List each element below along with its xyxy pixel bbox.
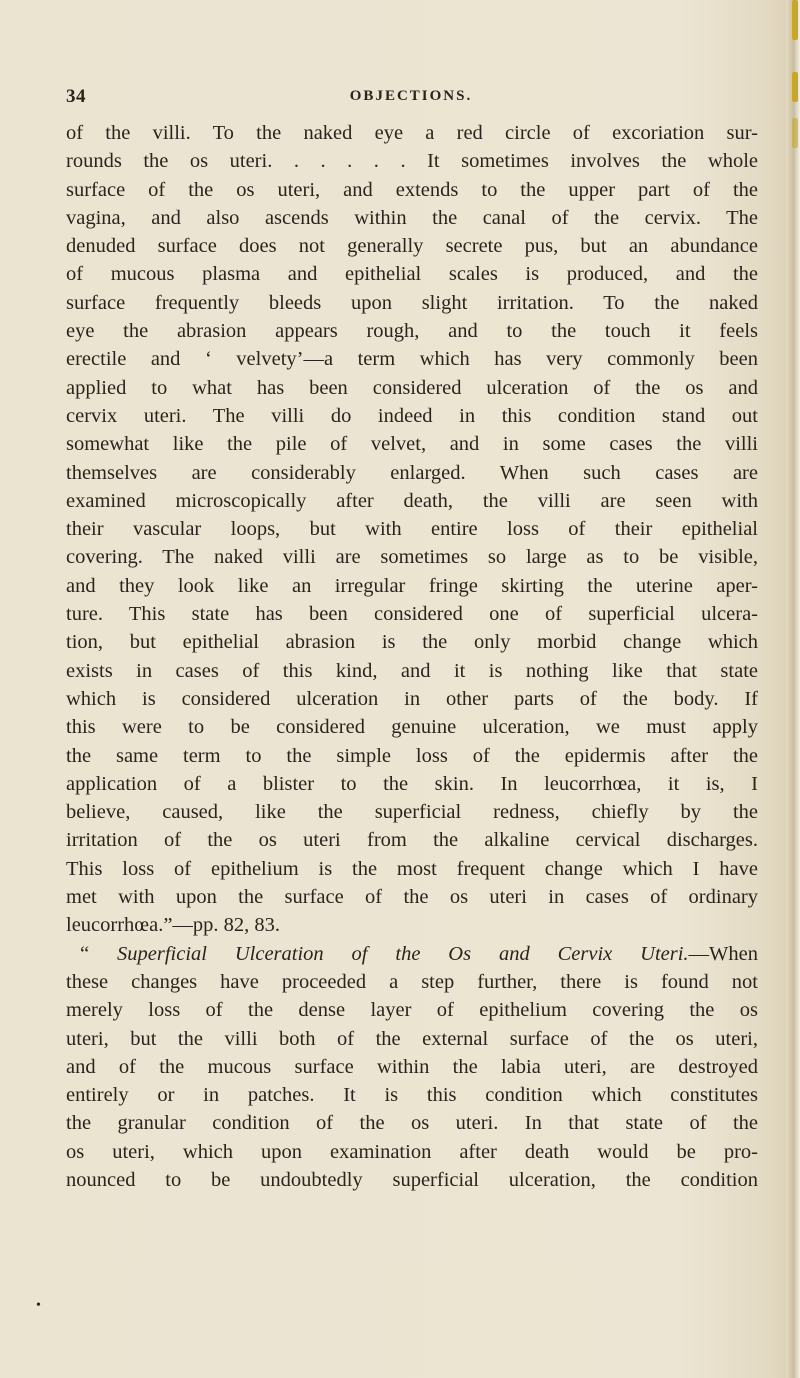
- text-line: application of a blister to the skin. In leucorrhœa, it is, I: [66, 772, 758, 795]
- text-line: uteri, but the villi both of the external surface of the os uteri,: [66, 1027, 758, 1050]
- text-line: and of the mucous surface within the labia uteri, are destroyed: [66, 1055, 758, 1078]
- text-line: os uteri, which upon examination after death would be pro-: [66, 1140, 758, 1163]
- text-line: entirely or in patches. It is this condition which constitutes: [66, 1084, 758, 1107]
- page-number: 34: [66, 86, 86, 107]
- text-line: irritation of the os uteri from the alkaline cervical discharges.: [66, 829, 758, 852]
- text-line: tion, but epithelial abrasion is the only morbid change which: [66, 631, 758, 654]
- text-line: met with upon the surface of the os uteri in cases of ordinary: [66, 886, 758, 909]
- text-line: and they look like an irregular fringe skirting the uterine aper-: [66, 574, 758, 597]
- section-heading-tail: —When: [688, 942, 758, 965]
- text-line: examined microscopically after death, the villi are seen with: [66, 489, 758, 512]
- text-line: This loss of epithelium is the most frequent change which I have: [66, 857, 758, 880]
- text-line: ture. This state has been considered one of superficial ulcera-: [66, 603, 758, 626]
- running-title: OBJECTIONS.: [349, 88, 473, 104]
- text-line: surface frequently bleeds upon slight irritation. To the naked: [66, 291, 758, 314]
- text-line: surface of the os uteri, and extends to the upper part of the: [66, 178, 758, 201]
- edge-stain-mark: [792, 118, 798, 148]
- text-line: somewhat like the pile of velvet, and in some cases the villi: [66, 433, 758, 456]
- text-line: rounds the os uteri. . . . . . It sometimes involves the whole: [66, 150, 758, 173]
- text-line: erectile and ‘ velvety’—a term which has very commonly been: [66, 348, 758, 371]
- text-line: leucorrhœa.”—pp. 82, 83.: [66, 914, 281, 937]
- text-line: exists in cases of this kind, and it is nothing like that state: [66, 659, 758, 682]
- text-line: this were to be considered genuine ulceration, we must apply: [66, 716, 758, 739]
- text-line: believe, caused, like the superficial redness, chiefly by the: [66, 801, 758, 824]
- page-edge: [786, 0, 800, 1378]
- open-quote: “: [80, 942, 117, 965]
- text-line: applied to what has been considered ulceration of the os and: [66, 376, 758, 399]
- text-line: cervix uteri. The villi do indeed in this condition stand out: [66, 404, 758, 427]
- text-line: themselves are considerably enlarged. When such cases are: [66, 461, 758, 484]
- edge-stain-mark: [792, 0, 798, 40]
- edge-stain-mark: [792, 72, 798, 102]
- section-heading-line: [66, 940, 758, 968]
- text-line: which is considered ulceration in other parts of the body. If: [66, 687, 758, 710]
- section-heading: Superficial Ulceration of the Os and Cervix Uteri.: [117, 942, 689, 965]
- text-line: denuded surface does not generally secrete pus, but an abundance: [66, 235, 758, 258]
- text-line: nounced to be undoubtedly superficial ulceration, the condition: [66, 1168, 758, 1191]
- text-line: eye the abrasion appears rough, and to the touch it feels: [66, 320, 758, 343]
- body-text: [66, 119, 758, 1194]
- text-line: of the villi. To the naked eye a red circle of excoriation sur-: [66, 122, 758, 144]
- text-line: their vascular loops, but with entire loss of their epithelial: [66, 518, 758, 541]
- margin-mark: •: [36, 1298, 41, 1313]
- text-line: of mucous plasma and epithelial scales is produced, and the: [66, 263, 758, 286]
- text-line: these changes have proceeded a step further, there is found not: [66, 970, 758, 993]
- text-line: vagina, and also ascends within the canal of the cervix. The: [66, 206, 758, 229]
- page-header: [66, 86, 756, 106]
- text-line: the granular condition of the os uteri. In that state of the: [66, 1112, 758, 1135]
- text-line: merely loss of the dense layer of epithelium covering the os: [66, 999, 758, 1022]
- text-line: covering. The naked villi are sometimes so large as to be visible,: [66, 546, 758, 569]
- text-line: the same term to the simple loss of the epidermis after the: [66, 744, 758, 767]
